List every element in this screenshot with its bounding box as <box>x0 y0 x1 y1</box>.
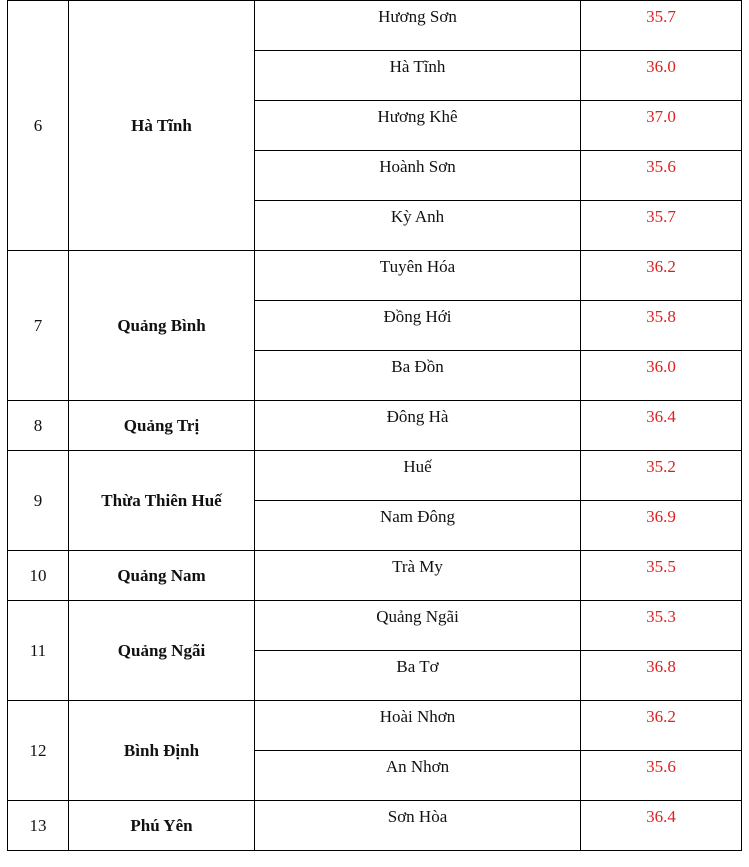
station-cell: Hương Sơn <box>255 1 581 51</box>
temperature-cell: 35.2 <box>581 451 742 501</box>
temperature-cell: 35.6 <box>581 751 742 801</box>
province-cell: Quảng Nam <box>69 551 255 601</box>
row-number-cell: 6 <box>8 1 69 251</box>
temperature-cell: 35.3 <box>581 601 742 651</box>
row-number-cell: 11 <box>8 601 69 701</box>
temperature-cell: 35.5 <box>581 551 742 601</box>
station-cell: Sơn Hòa <box>255 801 581 851</box>
station-cell: Nam Đông <box>255 501 581 551</box>
station-cell: Đồng Hới <box>255 301 581 351</box>
table-row <box>8 701 742 751</box>
row-number-cell: 10 <box>8 551 69 601</box>
station-cell: Quảng Ngãi <box>255 601 581 651</box>
province-cell: Quảng Ngãi <box>69 601 255 701</box>
province-cell: Bình Định <box>69 701 255 801</box>
station-cell: Hoài Nhơn <box>255 701 581 751</box>
province-cell: Quảng Trị <box>69 401 255 451</box>
temperature-cell: 36.4 <box>581 801 742 851</box>
station-cell: Trà My <box>255 551 581 601</box>
row-number-cell: 12 <box>8 701 69 801</box>
province-cell: Phú Yên <box>69 801 255 851</box>
station-cell: Hà Tĩnh <box>255 51 581 101</box>
station-cell: Hoành Sơn <box>255 151 581 201</box>
province-cell: Quảng Bình <box>69 251 255 401</box>
station-cell: Kỳ Anh <box>255 201 581 251</box>
temperature-cell: 36.4 <box>581 401 742 451</box>
table-row <box>8 401 742 451</box>
temperature-table <box>7 0 742 851</box>
row-number-cell: 8 <box>8 401 69 451</box>
province-cell: Hà Tĩnh <box>69 1 255 251</box>
row-number-cell: 7 <box>8 251 69 401</box>
temperature-cell: 36.0 <box>581 51 742 101</box>
province-cell: Thừa Thiên Huế <box>69 451 255 551</box>
station-cell: Huế <box>255 451 581 501</box>
temperature-cell: 35.8 <box>581 301 742 351</box>
station-cell: Hương Khê <box>255 101 581 151</box>
table-row <box>8 601 742 651</box>
station-cell: An Nhơn <box>255 751 581 801</box>
temperature-table-body <box>8 1 742 851</box>
temperature-cell: 35.7 <box>581 201 742 251</box>
station-cell: Tuyên Hóa <box>255 251 581 301</box>
table-row <box>8 801 742 851</box>
table-row <box>8 551 742 601</box>
station-cell: Ba Đồn <box>255 351 581 401</box>
row-number-cell: 13 <box>8 801 69 851</box>
table-row <box>8 251 742 301</box>
temperature-cell: 35.7 <box>581 1 742 51</box>
table-row <box>8 451 742 501</box>
temperature-cell: 36.9 <box>581 501 742 551</box>
table-row <box>8 1 742 51</box>
row-number-cell: 9 <box>8 451 69 551</box>
temperature-cell: 37.0 <box>581 101 742 151</box>
temperature-cell: 35.6 <box>581 151 742 201</box>
station-cell: Đông Hà <box>255 401 581 451</box>
temperature-cell: 36.8 <box>581 651 742 701</box>
station-cell: Ba Tơ <box>255 651 581 701</box>
temperature-cell: 36.2 <box>581 701 742 751</box>
temperature-cell: 36.2 <box>581 251 742 301</box>
temperature-cell: 36.0 <box>581 351 742 401</box>
